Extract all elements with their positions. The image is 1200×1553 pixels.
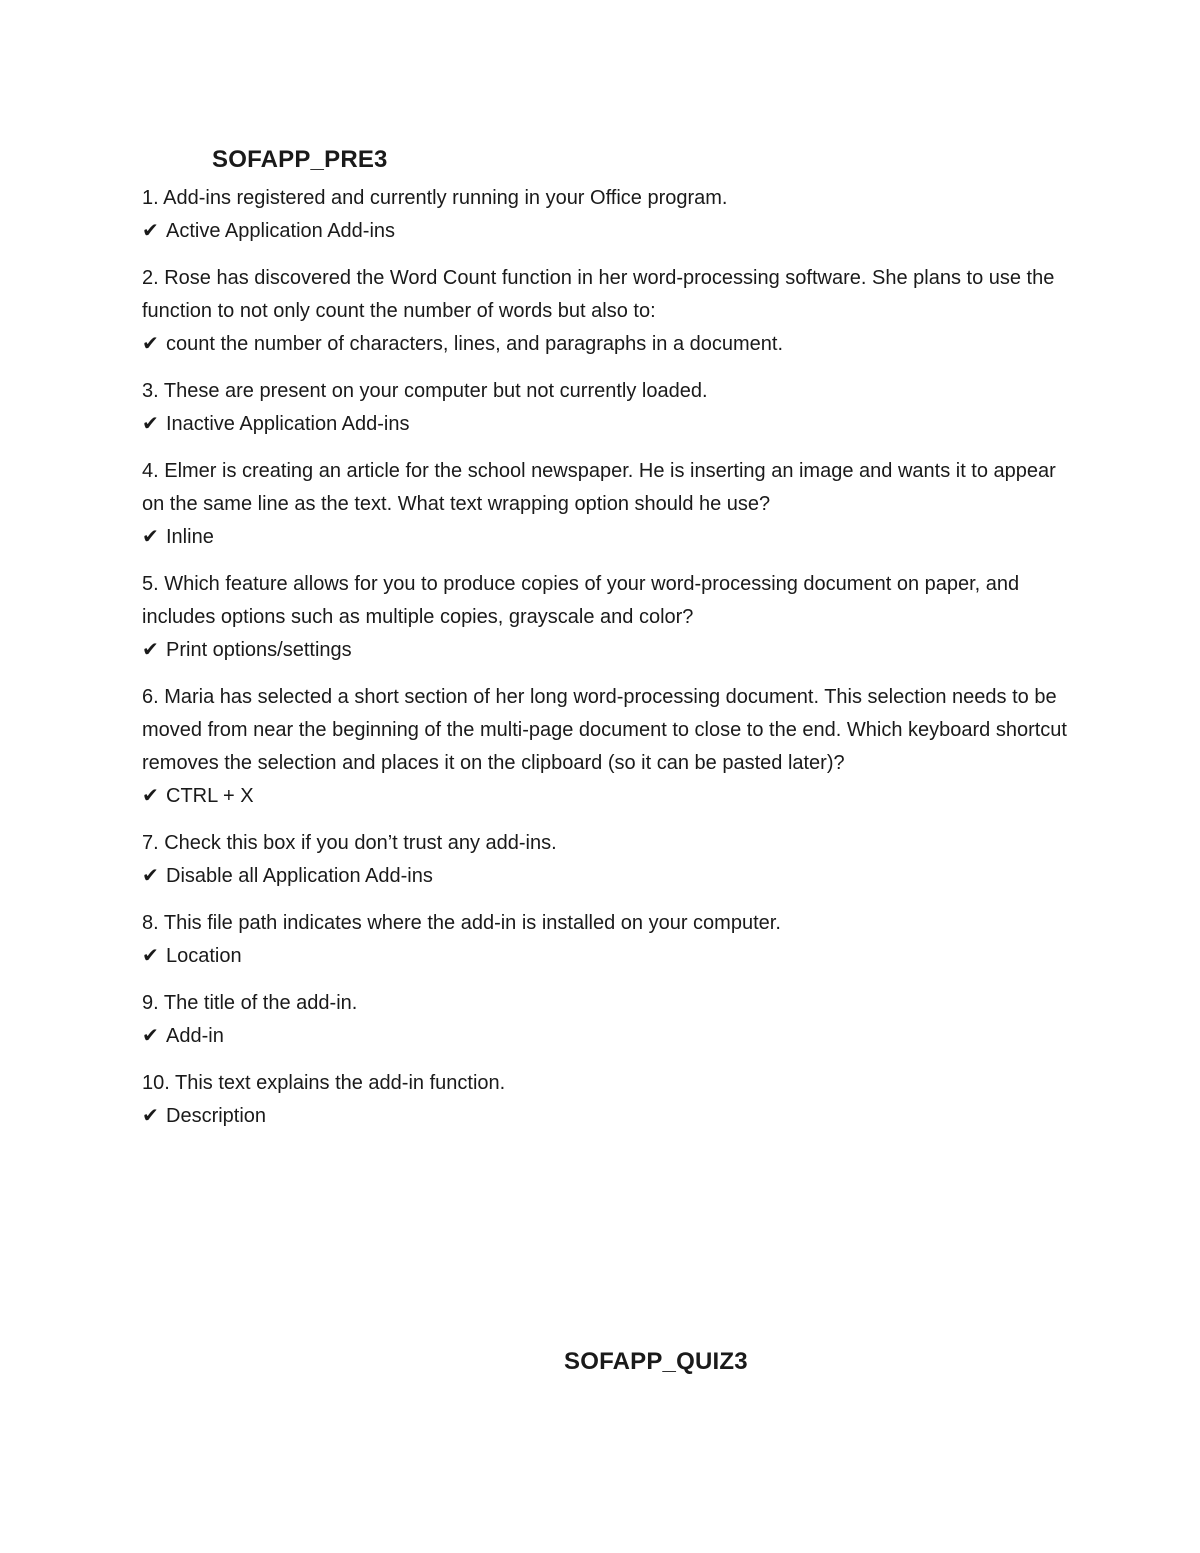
question-text: 10. This text explains the add-in function. [142,1072,506,1094]
answer-value: Add-in [166,1025,224,1047]
checkmark-icon: ✔ [142,220,159,242]
question-text: 9. The title of the add-in. [142,992,358,1014]
checkmark-icon: ✔ [142,865,159,887]
answer-text [142,408,1072,441]
qa-item [142,262,1072,361]
qa-item [142,987,1072,1053]
checkmark-icon: ✔ [142,1025,159,1047]
qa-item [142,681,1072,813]
answer-text [142,521,1072,554]
checkmark-icon: ✔ [142,639,159,661]
qa-item [142,907,1072,973]
question-text: 1. Add-ins registered and currently running in your Office program. [142,187,728,209]
answer-value: count the number of characters, lines, and paragraphs in a document. [166,333,784,355]
answer-value: Active Application Add-ins [166,220,396,242]
qa-item [142,827,1072,893]
answer-text [142,940,1072,973]
question-text: 5. Which feature allows for you to produce copies of your word-processing document on paper, and includes options such as multiple copies, grayscale and color? [142,573,1020,628]
checkmark-icon: ✔ [142,413,159,435]
document-title: SOFAPP_PRE3 [212,146,388,173]
question-text: 3. These are present on your computer but not currently loaded. [142,380,708,402]
question-text: 6. Maria has selected a short section of her long word-processing document. This selection needs to be moved from near the beginning of the multi-page document to close to the end. Which keyboard shortcut removes the selection and places it on the clipboard (so it can be pasted later)? [142,686,1067,774]
answer-value: Description [166,1105,267,1127]
answer-text [142,780,1072,813]
answer-text [142,1100,1072,1133]
question-text: 4. Elmer is creating an article for the school newspaper. He is inserting an image and wants it to appear on the same line as the text. What text wrapping option should he use? [142,460,1056,515]
checkmark-icon: ✔ [142,945,159,967]
question-text: 7. Check this box if you don’t trust any add-ins. [142,832,557,854]
checkmark-icon: ✔ [142,785,159,807]
qa-item [142,455,1072,554]
qa-item [142,182,1072,248]
answer-value: Inactive Application Add-ins [166,413,410,435]
question-text: 2. Rose has discovered the Word Count function in her word-processing software. She plans to use the function to not only count the number of words but also to: [142,267,1055,322]
answer-value: Print options/settings [166,639,352,661]
answer-text [142,328,1072,361]
qa-item [142,568,1072,667]
answer-text [142,634,1072,667]
answer-text [142,215,1072,248]
answer-text [142,1020,1072,1053]
answer-value: CTRL + X [166,785,254,807]
checkmark-icon: ✔ [142,333,159,355]
answer-value: Inline [166,526,214,548]
question-list [142,182,1072,1147]
answer-text [142,860,1072,893]
answer-value: Disable all Application Add-ins [166,865,433,887]
qa-item [142,1067,1072,1133]
question-text: 8. This file path indicates where the add-in is installed on your computer. [142,912,781,934]
checkmark-icon: ✔ [142,526,159,548]
qa-item [142,375,1072,441]
answer-value: Location [166,945,242,967]
section-title: SOFAPP_QUIZ3 [564,1348,748,1375]
checkmark-icon: ✔ [142,1105,159,1127]
